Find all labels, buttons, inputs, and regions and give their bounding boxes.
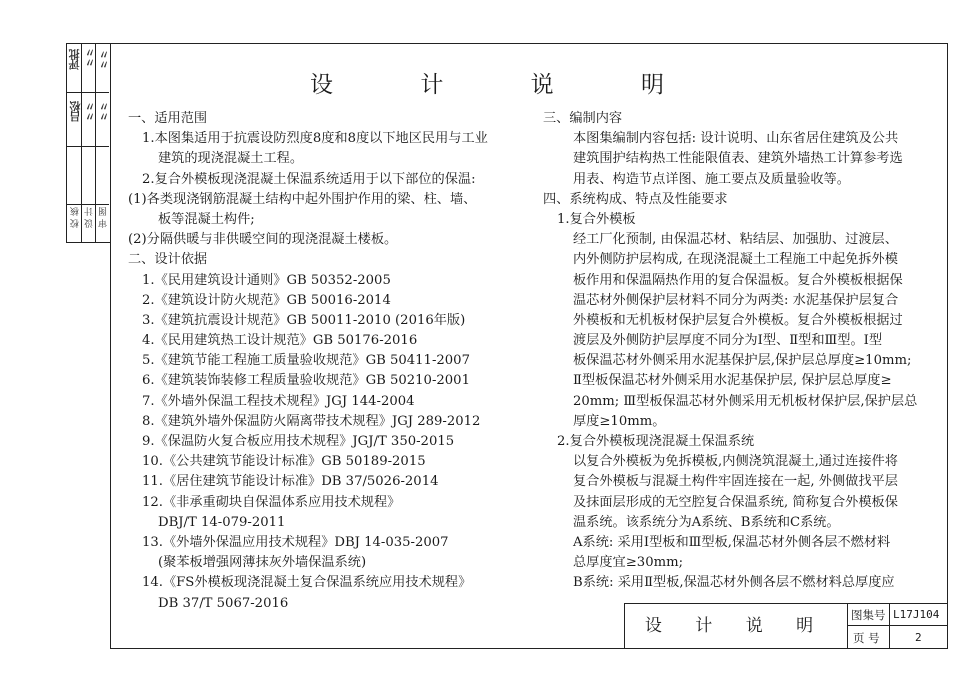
approval-row-divider: [67, 204, 109, 205]
text-line: 1.复合外模板: [557, 211, 636, 227]
text-line: 板保温芯材外侧采用水泥基保护层,保护层总厚度≥10mm;: [573, 353, 912, 369]
atlas-number-label: 图集号: [851, 608, 886, 622]
signature-mark: 〃〃: [98, 50, 111, 70]
text-line: 温芯材外侧保护层材料不同分为两类: 水泥基保护层复合: [573, 292, 899, 308]
text-line: DB 37/T 5067-2016: [158, 595, 289, 611]
title-block-divider: [847, 625, 947, 626]
text-line: 及抹面层形成的无空腔复合保温系统, 简称复合外模板保: [573, 494, 898, 510]
text-line: 2.复合外模板现浇混凝土保温系统适用于以下部位的保温:: [142, 171, 476, 187]
signature-mark: 〃〃: [84, 48, 97, 68]
approval-label-review: 校 核: [71, 207, 81, 228]
signature-mark: 〃〃: [84, 102, 97, 122]
text-line: 2.《建筑设计防火规范》GB 50016-2014: [142, 292, 391, 308]
text-line: (1)各类现浇钢筋混凝土结构中起外围护作用的梁、柱、墙、: [128, 191, 477, 207]
text-line: 本图集编制内容包括: 设计说明、山东省居住建筑及公共: [573, 131, 899, 147]
text-line: 9.《保温防火复合板应用技术规程》JGJ/T 350-2015: [142, 434, 455, 449]
text-line: (聚苯板增强网薄抹灰外墙保温系统): [158, 555, 367, 571]
signature-mark: 吕松: [69, 102, 82, 122]
text-line: 外模板和无机板材保护层复合外模板。复合外模板根据过: [573, 312, 903, 328]
signature-mark: 评批: [68, 50, 81, 70]
text-line: 用表、构造节点详图、施工要点及质量验收等。: [573, 171, 850, 187]
text-line: 板等混凝土构件;: [158, 211, 255, 227]
text-line: 板作用和保温隔热作用的复合保温板。复合外模板根据保: [573, 272, 903, 288]
text-line: 6.《建筑装饰装修工程质量验收规范》GB 50210-2001: [142, 373, 470, 389]
text-line: 三、编制内容: [543, 111, 623, 126]
title-block-divider: [889, 604, 890, 648]
text-line: 总厚度宜≥30mm;: [573, 555, 684, 571]
text-line: 复合外模板与混凝土构件牢固连接在一起, 外侧做找平层: [573, 474, 898, 490]
approval-label-drawing: 审 图: [99, 207, 109, 228]
atlas-number-value: L17J104: [893, 608, 940, 621]
text-line: DBJ/T 14-079-2011: [158, 514, 286, 530]
text-line: A系统: 采用Ⅰ型板和Ⅲ型板,保温芯材外侧各层不燃材料: [573, 534, 891, 550]
title-block-divider: [847, 604, 848, 648]
page-number-label: 页 号: [853, 631, 880, 645]
approval-row-divider: [67, 146, 109, 147]
title-block: [624, 603, 948, 649]
text-line: 11.《居住建筑节能设计标准》DB 37/5026-2014: [142, 474, 439, 490]
text-line: 渡层及外侧防护层厚度不同分为Ⅰ型、Ⅱ型和Ⅲ型。Ⅰ型: [573, 333, 883, 349]
text-line: 厚度≥10mm。: [573, 413, 666, 429]
text-line: 8.《建筑外墙外保温防火隔离带技术规程》JGJ 289-2012: [142, 413, 481, 429]
left-text-column: [128, 109, 528, 614]
title-block-title: 设 计 说 明: [644, 616, 828, 636]
text-line: 温系统。该系统分为A系统、B系统和C系统。: [573, 514, 840, 530]
text-line: 经工厂化预制, 由保温芯材、粘结层、加强肋、过渡层、: [573, 232, 898, 248]
text-line: 四、系统构成、特点及性能要求: [543, 191, 728, 207]
text-line: 以复合外模板为免拆模板,内侧浇筑混凝土,通过连接件将: [573, 454, 898, 470]
text-line: 3.《建筑抗震设计规范》GB 50011-2010 (2016年版): [142, 312, 466, 328]
text-line: 1.本图集适用于抗震设防烈度8度和8度以下地区民用与工业: [142, 131, 488, 147]
text-line: 10.《公共建筑节能设计标准》GB 50189-2015: [142, 454, 426, 470]
text-line: 14.《FS外模板现浇混凝土复合保温系统应用技术规程》: [142, 575, 472, 591]
text-line: 4.《民用建筑热工设计规范》GB 50176-2016: [142, 333, 418, 349]
text-line: 2.复合外模板现浇混凝土保温系统: [557, 434, 755, 449]
text-line: 12.《非承重砌块自保温体系应用技术规程》: [142, 494, 401, 510]
text-line: 一、适用范围: [128, 111, 208, 126]
right-text-column: [543, 109, 933, 594]
page-number-value: 2: [915, 631, 922, 644]
text-line: 建筑的现浇混凝土工程。: [158, 151, 304, 167]
text-line: Ⅱ型板保温芯材外侧采用水泥基保护层, 保护层总厚度≥: [573, 373, 892, 389]
text-line: 1.《民用建筑设计通则》GB 50352-2005: [142, 272, 391, 288]
approval-label-design: 设 计: [85, 207, 95, 228]
text-line: 13.《外墙外保温应用技术规程》DBJ 14-035-2007: [142, 534, 449, 550]
text-line: 5.《建筑节能工程施工质量验收规范》GB 50411-2007: [142, 353, 470, 369]
text-line: 内外侧防护层构成, 在现浇混凝土工程施工中起免拆外模: [573, 252, 898, 268]
text-line: 二、设计依据: [128, 252, 208, 268]
page-title: 设 计 说 明: [310, 72, 704, 98]
text-line: 20mm; Ⅲ型板保温芯材外侧采用无机板材保护层,保护层总: [573, 393, 918, 409]
signature-mark: 〃〃: [98, 102, 111, 122]
text-line: B系统: 采用Ⅱ型板,保温芯材外侧各层不燃材料总厚度应: [573, 575, 895, 591]
text-line: 建筑围护结构热工性能限值表、建筑外墙热工计算参考选: [573, 151, 903, 167]
text-line: (2)分隔供暖与非供暖空间的现浇混凝土楼板。: [128, 232, 398, 248]
text-line: 7.《外墙外保温工程技术规程》JGJ 144-2004: [142, 393, 415, 409]
